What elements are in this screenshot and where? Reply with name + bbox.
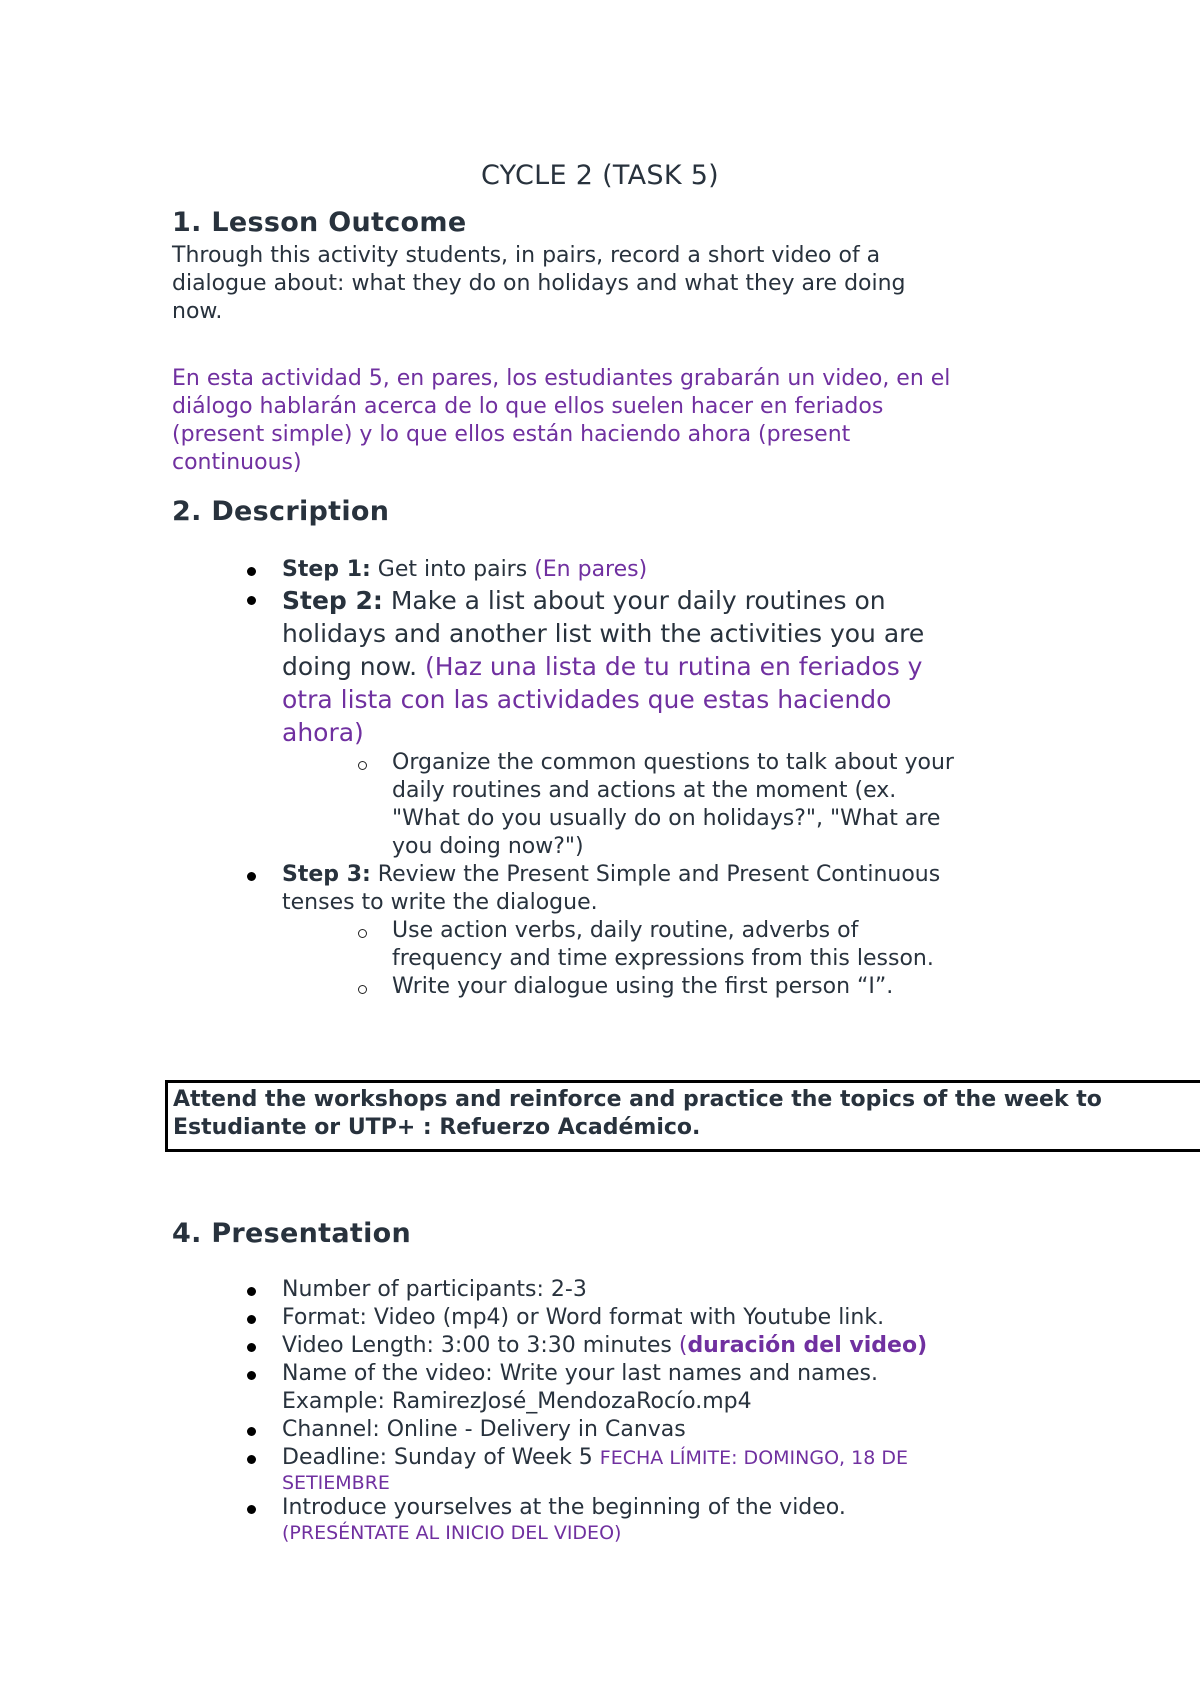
item-text: Format: Video (mp4) or Word format with Youtube link. [282, 1305, 885, 1330]
text-line: diálogo hablarán acerca de lo que ellos suelen hacer en feriados [172, 394, 884, 419]
list-item-participants [172, 1276, 1072, 1304]
text-line: (present simple) y lo que ellos están haciendo ahora (present [172, 422, 851, 447]
outcome-english [172, 242, 1002, 326]
bullet-icon [247, 567, 256, 576]
item-spanish: SETIEMBRE [282, 1472, 390, 1494]
bullet-icon [247, 1505, 256, 1514]
step-label: Step 1: [282, 557, 371, 582]
bullet-icon [247, 1343, 256, 1352]
heading-description: 2. Description [172, 496, 390, 527]
text-line: Organize the common questions to talk about your [392, 750, 954, 775]
text-line: dialogue about: what they do on holidays and what they are doing [172, 271, 906, 296]
bullet-icon [247, 1427, 256, 1436]
item-spanish: (PRESÉNTATE AL INICIO DEL VIDEO) [282, 1522, 622, 1544]
item-text: Deadline: Sunday of Week 5 [282, 1445, 600, 1470]
item-text: Number of participants: 2-3 [282, 1277, 587, 1302]
presentation-list [172, 1276, 1072, 1544]
step-label: Step 3: [282, 862, 371, 887]
text-line: continuous) [172, 450, 302, 475]
bullet-icon [247, 1287, 256, 1296]
sub-item-organize-questions [172, 749, 1072, 861]
text-line: daily routines and actions at the moment (ex. [392, 778, 897, 803]
sub-item-first-person [172, 973, 1072, 1001]
text-line: you doing now?") [392, 834, 584, 859]
text-line: Use action verbs, daily routine, adverbs of [392, 918, 859, 943]
text-line: holidays and another list with the activities you are [282, 619, 925, 648]
bullet-icon [247, 1371, 256, 1380]
notice-line: Attend the workshops and reinforce and practice the topics of the week to [173, 1087, 1102, 1112]
list-item-introduce [172, 1494, 1072, 1544]
step-spanish: (En pares) [534, 557, 648, 582]
item-spanish: duración del video) [687, 1333, 928, 1358]
list-item-step-2 [172, 584, 1072, 749]
text-line: Review the Present Simple and Present Continuous [370, 862, 941, 887]
heading-presentation: 4. Presentation [172, 1218, 412, 1249]
description-list [172, 556, 1072, 1001]
step-spanish: ahora) [282, 718, 364, 747]
bullet-icon [247, 1315, 256, 1324]
step-spanish: (Haz una lista de tu rutina en feriados y [424, 652, 923, 681]
item-text: Introduce yourselves at the beginning of the video. [282, 1495, 846, 1520]
item-text: Name of the video: Write your last names and names. [282, 1361, 878, 1386]
notice-line: Estudiante or UTP+ : Refuerzo Académico. [173, 1115, 701, 1140]
text-line: En esta actividad 5, en pares, los estudiantes grabarán un video, en el [172, 366, 951, 391]
heading-lesson-outcome: 1. Lesson Outcome [172, 207, 467, 238]
outcome-spanish [172, 365, 1002, 477]
item-text: Channel: Online - Delivery in Canvas [282, 1417, 686, 1442]
workshop-notice-box [165, 1080, 1200, 1152]
list-item-step-3 [172, 861, 1072, 917]
item-text: Video Length: 3:00 to 3:30 minutes [282, 1333, 679, 1358]
item-text: Example: RamirezJosé_MendozaRocío.mp4 [282, 1389, 752, 1414]
paren: ( [678, 1333, 688, 1358]
list-item-format [172, 1304, 1072, 1332]
text-line: Write your dialogue using the first person “I”. [392, 974, 894, 999]
text-line: Make a list about your daily routines on [382, 586, 886, 615]
sub-bullet-icon [358, 929, 367, 938]
step-label: Step 2: [282, 586, 383, 615]
list-item-deadline [172, 1444, 1072, 1494]
sub-item-action-verbs [172, 917, 1072, 973]
sub-bullet-icon [358, 985, 367, 994]
sub-bullet-icon [358, 761, 367, 770]
text-line: "What do you usually do on holidays?", "What are [392, 806, 941, 831]
bullet-icon [247, 596, 256, 605]
text-line: now. [172, 299, 223, 324]
text-line: tenses to write the dialogue. [282, 890, 598, 915]
item-spanish: FECHA LÍMITE: DOMINGO, 18 DE [599, 1447, 908, 1469]
step-text: Get into pairs [370, 557, 535, 582]
list-item-step-1 [172, 556, 1072, 584]
list-item-video-length [172, 1332, 1072, 1360]
list-item-channel [172, 1416, 1072, 1444]
text-line: doing now. [282, 652, 425, 681]
text-line: Through this activity students, in pairs, record a short video of a [172, 243, 881, 268]
page-title: CYCLE 2 (TASK 5) [480, 160, 720, 191]
step-spanish: otra lista con las actividades que estas haciendo [282, 685, 892, 714]
bullet-icon [247, 872, 256, 881]
text-line: frequency and time expressions from this lesson. [392, 946, 934, 971]
bullet-icon [247, 1455, 256, 1464]
list-item-video-name [172, 1360, 1072, 1416]
